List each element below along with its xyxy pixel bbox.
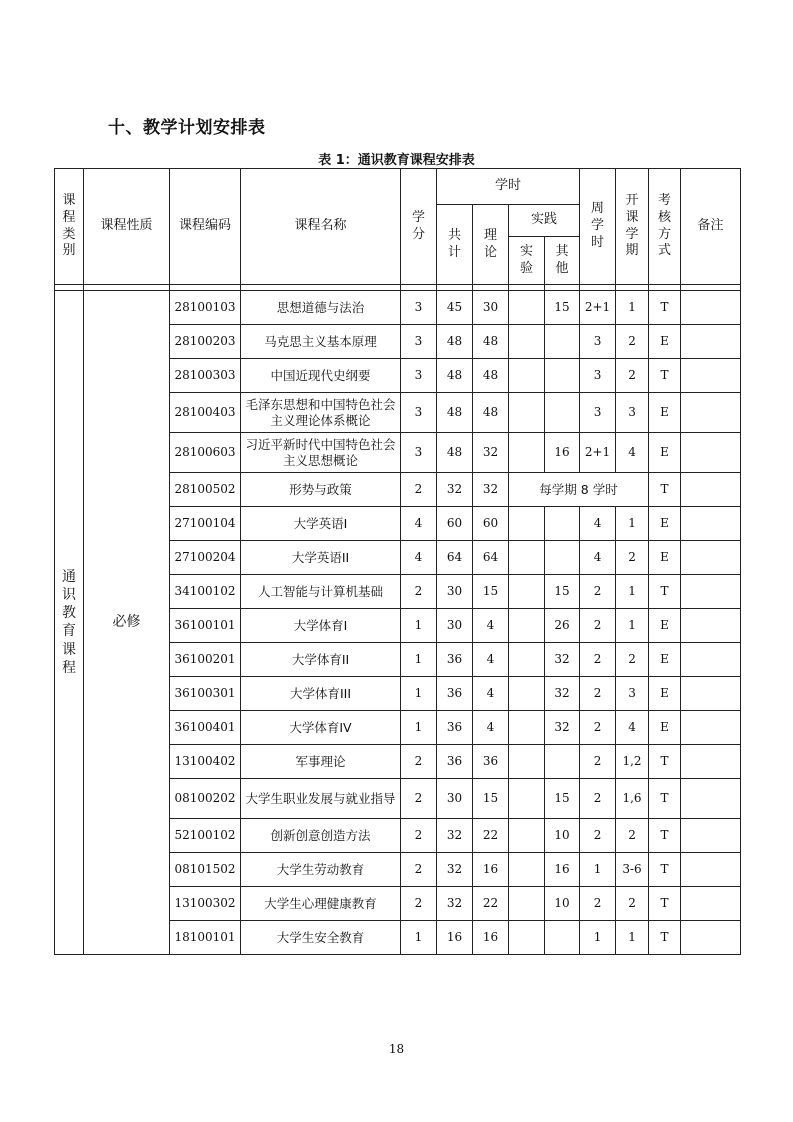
theory-hours-cell: 4	[473, 643, 509, 677]
remarks-cell	[681, 393, 741, 433]
weekly-hours-cell: 4	[580, 507, 616, 541]
credits-cell: 3	[401, 325, 437, 359]
course-code-cell: 27100204	[170, 541, 241, 575]
experiment-hours-cell	[509, 921, 545, 955]
semester-cell: 1	[616, 575, 649, 609]
course-name-cell: 毛泽东思想和中国特色社会主义理论体系概论	[241, 393, 401, 433]
weekly-hours-cell: 2	[580, 575, 616, 609]
other-hours-cell: 32	[545, 711, 580, 745]
total-hours-cell: 36	[437, 643, 473, 677]
assessment-cell: T	[649, 745, 681, 779]
semester-cell: 3	[616, 393, 649, 433]
header-name: 课程名称	[241, 169, 401, 285]
credits-cell: 2	[401, 779, 437, 819]
credits-cell: 3	[401, 433, 437, 473]
experiment-hours-cell	[509, 609, 545, 643]
experiment-hours-cell	[509, 359, 545, 393]
header-weekly-hours: 周学时	[580, 169, 616, 285]
course-code-cell: 36100201	[170, 643, 241, 677]
theory-hours-cell: 16	[473, 853, 509, 887]
other-hours-cell	[545, 921, 580, 955]
remarks-cell	[681, 291, 741, 325]
weekly-hours-cell: 2+1	[580, 291, 616, 325]
weekly-hours-cell: 3	[580, 359, 616, 393]
total-hours-cell: 60	[437, 507, 473, 541]
header-total: 共计	[437, 205, 473, 285]
total-hours-cell: 36	[437, 745, 473, 779]
credits-cell: 1	[401, 711, 437, 745]
assessment-cell: T	[649, 853, 681, 887]
course-name-cell: 大学英语I	[241, 507, 401, 541]
semester-cell: 2	[616, 819, 649, 853]
assessment-cell: T	[649, 291, 681, 325]
course-name-cell: 大学体育IV	[241, 711, 401, 745]
weekly-hours-cell: 2	[580, 609, 616, 643]
experiment-hours-cell	[509, 325, 545, 359]
course-code-cell: 28100603	[170, 433, 241, 473]
course-code-cell: 36100301	[170, 677, 241, 711]
assessment-cell: E	[649, 393, 681, 433]
total-hours-cell: 48	[437, 359, 473, 393]
assessment-cell: T	[649, 779, 681, 819]
remarks-cell	[681, 853, 741, 887]
credits-cell: 2	[401, 819, 437, 853]
theory-hours-cell: 4	[473, 711, 509, 745]
semester-cell: 1	[616, 291, 649, 325]
semester-cell: 2	[616, 325, 649, 359]
theory-hours-cell: 16	[473, 921, 509, 955]
course-name-cell: 大学英语II	[241, 541, 401, 575]
weekly-hours-cell: 1	[580, 853, 616, 887]
experiment-hours-cell	[509, 507, 545, 541]
total-hours-cell: 64	[437, 541, 473, 575]
course-code-cell: 28100502	[170, 473, 241, 507]
experiment-hours-cell	[509, 643, 545, 677]
total-hours-cell: 32	[437, 819, 473, 853]
total-hours-cell: 30	[437, 575, 473, 609]
course-name-cell: 军事理论	[241, 745, 401, 779]
weekly-hours-cell: 2	[580, 819, 616, 853]
assessment-cell: E	[649, 507, 681, 541]
weekly-hours-cell: 2	[580, 677, 616, 711]
total-hours-cell: 30	[437, 779, 473, 819]
other-hours-cell: 10	[545, 887, 580, 921]
course-name-cell: 大学生安全教育	[241, 921, 401, 955]
header-assessment: 考核方式	[649, 169, 681, 285]
remarks-cell	[681, 711, 741, 745]
other-hours-cell: 16	[545, 853, 580, 887]
course-nature-cell: 必修	[84, 291, 170, 955]
course-name-cell: 创新创意创造方法	[241, 819, 401, 853]
credits-cell: 4	[401, 541, 437, 575]
other-hours-cell: 16	[545, 433, 580, 473]
header-credits: 学分	[401, 169, 437, 285]
course-name-cell: 大学体育III	[241, 677, 401, 711]
other-hours-cell	[545, 393, 580, 433]
theory-hours-cell: 64	[473, 541, 509, 575]
other-hours-cell: 15	[545, 291, 580, 325]
total-hours-cell: 36	[437, 711, 473, 745]
semester-cell: 2	[616, 541, 649, 575]
table-row	[55, 291, 741, 325]
assessment-cell: T	[649, 473, 681, 507]
theory-hours-cell: 32	[473, 473, 509, 507]
course-category-label: 通识教育课程	[62, 568, 76, 676]
course-code-cell: 36100101	[170, 609, 241, 643]
assessment-cell: E	[649, 677, 681, 711]
remarks-cell	[681, 887, 741, 921]
assessment-cell: E	[649, 541, 681, 575]
credits-cell: 2	[401, 887, 437, 921]
course-code-cell: 52100102	[170, 819, 241, 853]
other-hours-cell	[545, 325, 580, 359]
total-hours-cell: 45	[437, 291, 473, 325]
weekly-hours-cell: 2	[580, 711, 616, 745]
other-hours-cell	[545, 541, 580, 575]
experiment-hours-cell	[509, 853, 545, 887]
credits-cell: 1	[401, 609, 437, 643]
header-experiment: 实验	[509, 237, 545, 285]
theory-hours-cell: 22	[473, 887, 509, 921]
remarks-cell	[681, 643, 741, 677]
semester-cell: 3-6	[616, 853, 649, 887]
theory-hours-cell: 22	[473, 819, 509, 853]
course-code-cell: 08101502	[170, 853, 241, 887]
weekly-hours-cell: 2	[580, 779, 616, 819]
remarks-cell	[681, 541, 741, 575]
remarks-cell	[681, 507, 741, 541]
other-hours-cell: 15	[545, 575, 580, 609]
weekly-hours-cell: 2+1	[580, 433, 616, 473]
credits-cell: 1	[401, 677, 437, 711]
page-number: 18	[388, 1042, 405, 1056]
other-hours-cell	[545, 507, 580, 541]
other-hours-cell	[545, 359, 580, 393]
remarks-cell	[681, 677, 741, 711]
experiment-hours-cell	[509, 541, 545, 575]
course-code-cell: 13100302	[170, 887, 241, 921]
semester-cell: 2	[616, 887, 649, 921]
assessment-cell: T	[649, 887, 681, 921]
credits-cell: 2	[401, 575, 437, 609]
course-name-cell: 大学生劳动教育	[241, 853, 401, 887]
course-code-cell: 36100401	[170, 711, 241, 745]
weekly-hours-cell: 2	[580, 643, 616, 677]
credits-cell: 3	[401, 393, 437, 433]
other-hours-cell: 10	[545, 819, 580, 853]
assessment-cell: T	[649, 575, 681, 609]
semester-cell: 1	[616, 507, 649, 541]
theory-hours-cell: 32	[473, 433, 509, 473]
theory-hours-cell: 30	[473, 291, 509, 325]
course-name-cell: 习近平新时代中国特色社会主义思想概论	[241, 433, 401, 473]
remarks-cell	[681, 359, 741, 393]
experiment-hours-cell	[509, 575, 545, 609]
theory-hours-cell: 15	[473, 779, 509, 819]
other-hours-cell: 32	[545, 677, 580, 711]
course-code-cell: 28100103	[170, 291, 241, 325]
course-name-cell: 大学生心理健康教育	[241, 887, 401, 921]
semester-cell: 1	[616, 609, 649, 643]
other-hours-cell: 32	[545, 643, 580, 677]
course-name-cell: 大学体育II	[241, 643, 401, 677]
header-practice: 实践	[509, 205, 580, 237]
course-name-cell: 马克思主义基本原理	[241, 325, 401, 359]
table-caption: 表 1：通识教育课程安排表	[318, 153, 475, 168]
assessment-cell: T	[649, 819, 681, 853]
header-semester: 开课学期	[616, 169, 649, 285]
assessment-cell: E	[649, 643, 681, 677]
experiment-hours-cell	[509, 393, 545, 433]
course-name-cell: 大学体育I	[241, 609, 401, 643]
credits-cell: 1	[401, 643, 437, 677]
experiment-hours-cell	[509, 819, 545, 853]
remarks-cell	[681, 779, 741, 819]
total-hours-cell: 48	[437, 393, 473, 433]
course-code-cell: 27100104	[170, 507, 241, 541]
experiment-hours-cell	[509, 291, 545, 325]
total-hours-cell: 48	[437, 433, 473, 473]
experiment-hours-cell	[509, 887, 545, 921]
credits-cell: 2	[401, 853, 437, 887]
semester-cell: 3	[616, 677, 649, 711]
assessment-cell: T	[649, 921, 681, 955]
course-code-cell: 28100303	[170, 359, 241, 393]
header-remarks: 备注	[681, 169, 741, 285]
theory-hours-cell: 4	[473, 677, 509, 711]
remarks-cell	[681, 433, 741, 473]
credits-cell: 1	[401, 921, 437, 955]
semester-cell: 2	[616, 359, 649, 393]
weekly-hours-cell: 1	[580, 921, 616, 955]
header-nature: 课程性质	[84, 169, 170, 285]
experiment-hours-cell	[509, 677, 545, 711]
other-hours-cell: 15	[545, 779, 580, 819]
weekly-hours-cell: 2	[580, 887, 616, 921]
theory-hours-cell: 48	[473, 393, 509, 433]
weekly-hours-cell: 3	[580, 325, 616, 359]
semester-cell: 1,2	[616, 745, 649, 779]
assessment-cell: E	[649, 711, 681, 745]
header-category: 课程类别	[55, 169, 84, 285]
assessment-cell: T	[649, 359, 681, 393]
weekly-hours-cell: 3	[580, 393, 616, 433]
experiment-hours-cell	[509, 433, 545, 473]
section-heading: 十、教学计划安排表	[108, 118, 266, 138]
theory-hours-cell: 36	[473, 745, 509, 779]
header-code: 课程编码	[170, 169, 241, 285]
assessment-cell: E	[649, 325, 681, 359]
total-hours-cell: 32	[437, 473, 473, 507]
total-hours-cell: 30	[437, 609, 473, 643]
course-code-cell: 18100101	[170, 921, 241, 955]
course-code-cell: 28100403	[170, 393, 241, 433]
remarks-cell	[681, 325, 741, 359]
semester-cell: 4	[616, 711, 649, 745]
remarks-cell	[681, 609, 741, 643]
remarks-cell	[681, 921, 741, 955]
header-hours: 学时	[437, 169, 580, 205]
other-hours-cell	[545, 745, 580, 779]
total-hours-cell: 16	[437, 921, 473, 955]
remarks-cell	[681, 745, 741, 779]
assessment-cell: E	[649, 609, 681, 643]
header-theory: 理论	[473, 205, 509, 285]
weekly-hours-cell: 4	[580, 541, 616, 575]
course-code-cell: 13100402	[170, 745, 241, 779]
theory-hours-cell: 48	[473, 359, 509, 393]
weekly-hours-cell: 2	[580, 745, 616, 779]
semester-cell: 2	[616, 643, 649, 677]
remarks-cell	[681, 473, 741, 507]
semester-cell: 1,6	[616, 779, 649, 819]
experiment-hours-cell	[509, 779, 545, 819]
theory-hours-cell: 4	[473, 609, 509, 643]
credits-cell: 3	[401, 291, 437, 325]
experiment-hours-cell	[509, 745, 545, 779]
course-name-cell: 形势与政策	[241, 473, 401, 507]
course-plan-table	[54, 168, 741, 955]
semester-cell: 4	[616, 433, 649, 473]
total-hours-cell: 36	[437, 677, 473, 711]
course-code-cell: 28100203	[170, 325, 241, 359]
course-name-cell: 大学生职业发展与就业指导	[241, 779, 401, 819]
total-hours-cell: 32	[437, 853, 473, 887]
theory-hours-cell: 15	[473, 575, 509, 609]
course-name-cell: 思想道德与法治	[241, 291, 401, 325]
course-name-cell: 人工智能与计算机基础	[241, 575, 401, 609]
total-hours-cell: 32	[437, 887, 473, 921]
remarks-cell	[681, 819, 741, 853]
total-hours-cell: 48	[437, 325, 473, 359]
other-hours-cell: 26	[545, 609, 580, 643]
remarks-cell	[681, 575, 741, 609]
experiment-hours-cell	[509, 711, 545, 745]
course-code-cell: 34100102	[170, 575, 241, 609]
credits-cell: 4	[401, 507, 437, 541]
assessment-cell: E	[649, 433, 681, 473]
theory-hours-cell: 60	[473, 507, 509, 541]
header-other: 其他	[545, 237, 580, 285]
course-code-cell: 08100202	[170, 779, 241, 819]
semester-cell: 1	[616, 921, 649, 955]
theory-hours-cell: 48	[473, 325, 509, 359]
credits-cell: 2	[401, 745, 437, 779]
credits-cell: 2	[401, 473, 437, 507]
credits-cell: 3	[401, 359, 437, 393]
course-name-cell: 中国近现代史纲要	[241, 359, 401, 393]
course-category-cell	[55, 291, 84, 955]
hours-note-cell: 每学期 8 学时	[509, 473, 649, 507]
